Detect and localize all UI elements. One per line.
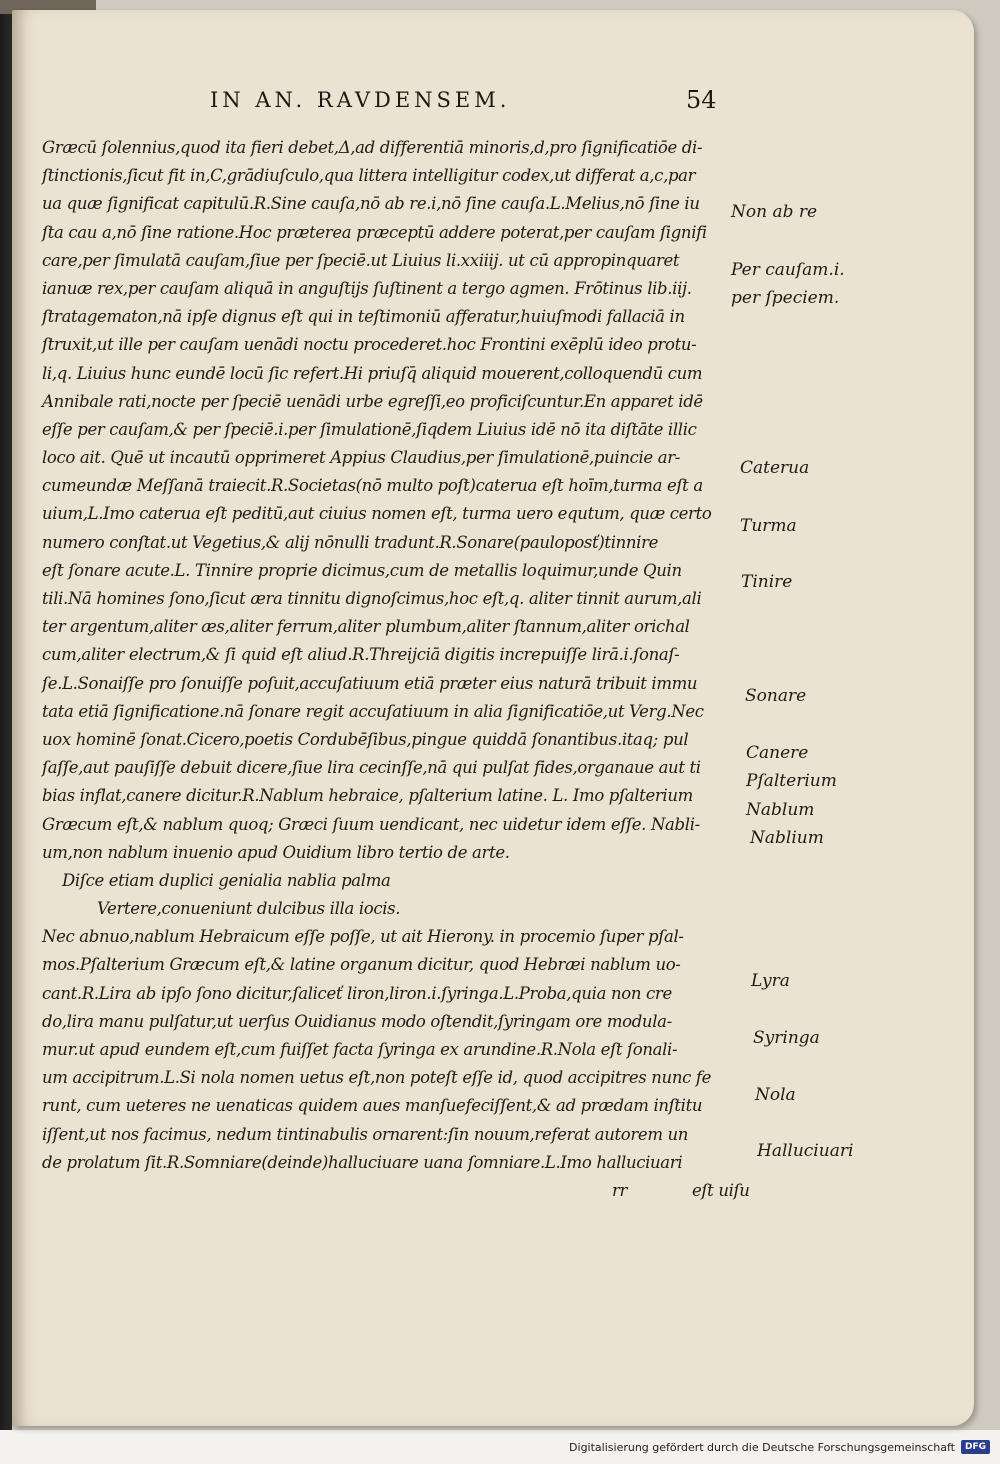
- text-line: ter argentum,aliter æs,aliter ferrum,aliter plumbum,aliter ſtannum,aliter orichal: [42, 617, 690, 637]
- text-line: ſta cau a,nō ſine ratione.Hoc præterea præceptū addere poterat,per cauſam ſignifi: [42, 222, 707, 242]
- marginal-note-turma: Turma: [740, 516, 797, 536]
- text-line: ua quæ ſignificat capitulū.R.Sine cauſa,nō ab re.i,nō ſine cauſa.L.Melius,nō ſine iu: [42, 194, 700, 214]
- text-line: cumeundæ Meſſanā traiecit.R.Societas(nō multo poſt)caterua eſt hoīm,turma eſt a: [42, 476, 703, 496]
- marginal-note-hallucinari: Halluciuari: [757, 1141, 854, 1161]
- text-line: Nec abnuo,nablum Hebraicum eſſe poſſe, ut ait Hierony. in procemio ſuper pſal-: [42, 927, 684, 947]
- text-line: do,lira manu pulſatur,ut uerſus Ouidianus modo oſtendit,ſyringam ore modula-: [42, 1011, 672, 1031]
- main-text-block: [42, 134, 750, 1205]
- text-line: um accipitrum.L.Si nola nomen uetus eſt,non poteſt eſſe id, quod accipitres nunc fe: [42, 1068, 712, 1088]
- text-line: loco ait. Quē ut incautū opprimeret Appius Claudius,per ſimulationē,puincie ar-: [42, 448, 680, 468]
- text-line: ſtinctionis,ſicut fit in,C,grādiuſculo,qua littera intelligitur codex,ut differat a,c,par: [42, 166, 696, 186]
- verse-line: Vertere,conueniunt dulcibus illa iocis.: [97, 899, 401, 919]
- marginal-note-non-ab-re: Non ab re: [731, 202, 818, 222]
- text-line: mos.Pſalterium Græcum eſt,& latine organum dicitur, quod Hebræi nablum uo-: [42, 955, 681, 975]
- text-line: tili.Nā homines ſono,ſicut æra tinnitu dignoſcimus,hoc eſt,q. aliter tinnit aurum,ali: [42, 589, 702, 608]
- text-line: ſtratagematon,nā ipſe dignus eſt qui in teſtimoniū afferatur,huiuſmodi fallaciā in: [42, 307, 685, 327]
- text-line: cum,aliter electrum,& ſi quid eſt aliud.R.Threijciā digitis increpuiſſe lirā.i.ſonaſ-: [42, 645, 680, 665]
- text-line: care,per ſimulatā cauſam,ſiue per ſpeciē.ut Liuius li.xxiiij. ut cū appropinquaret: [42, 250, 680, 270]
- marginal-note-nablum: Nablum: [746, 800, 815, 820]
- page-number: 54: [686, 86, 717, 114]
- marginal-note-caterua: Caterua: [740, 458, 810, 478]
- text-line: li,q. Liuius hunc eundē locū ſic refert.Hi priuſq̄ aliquid mouerent,colloquendū cum: [42, 363, 703, 383]
- catchword-tail: eſt uiſu: [691, 1180, 750, 1200]
- marginal-note-canere: Canere: [746, 743, 809, 763]
- text-line: de prolatum ſit.R.Somniare(deinde)halluciuare uana ſomniare.L.Imo halluciuari: [42, 1152, 683, 1172]
- marginal-note-nola: Nola: [755, 1085, 796, 1105]
- text-line: Græcū ſolennius,quod ita fieri debet,Δ,ad differentiā minoris,d,pro ſignificatiōe di-: [42, 138, 703, 157]
- page-header: [0, 88, 1000, 118]
- text-line: um,non nablum inuenio apud Ouidium libro tertio de arte.: [42, 842, 510, 862]
- text-line: ſaſſe,aut pauſiſſe debuit dicere,ſiue lira cecinſſe,nā qui pulſat fides,organaue aut ti: [42, 758, 701, 778]
- text-line: tata etiā ſignificatione.nā ſonare regit accuſatiuum in alia ſignificatiōe,ut Verg.Nec: [42, 701, 704, 721]
- text-line: uox hominē ſonat.Cicero,poetis Cordubēſibus,pingue quiddā ſonantibus.itaq; pul: [42, 729, 689, 749]
- marginal-note-sonare: Sonare: [745, 686, 807, 706]
- catchword-line: [42, 1177, 750, 1205]
- text-line: Annibale rati,nocte per ſpeciē uenādi urbe egreſſi,eo proficiſcuntur.En apparet idē: [42, 391, 703, 411]
- marginal-note-per-causam: Per cauſam.i.: [731, 260, 845, 280]
- text-line: uium,L.Imo caterua eſt peditū,aut ciuius nomen eſt, turma uero equtum, quæ certo: [42, 504, 712, 524]
- marginal-note-per-speciem: per ſpeciem.: [731, 288, 840, 308]
- text-line: runt, cum ueteres ne uenaticas quidem aues manſuefeciſſent,& ad prædam inſtitu: [42, 1096, 703, 1116]
- text-line: cant.R.Lira ab ipſo ſono dicitur,ſaliceť liron,liron.i.ſyringa.L.Proba,quia non cre: [42, 983, 672, 1003]
- catchword: rr: [612, 1180, 628, 1200]
- text-line: eſſe per cauſam,& per ſpeciē.i.per ſimulationē,ſiqdem Liuius idē nō ita diſtāte illic: [42, 419, 697, 439]
- text-line: ſtruxit,ut ille per cauſam uenādi noctu procederet.hoc Frontini exēplū ideo protu-: [42, 335, 697, 355]
- credit-text: Digitalisierung gefördert durch die Deutsche Forschungsgemeinschaft: [569, 1440, 955, 1454]
- digitization-credit: [569, 1440, 990, 1454]
- text-line: ianuæ rex,per cauſam aliquā in anguſtijs ſuſtinent a tergo agmen. Frōtinus lib.iij.: [42, 278, 692, 298]
- dfg-logo: DFG: [961, 1440, 990, 1454]
- marginal-note-lyra: Lyra: [751, 971, 790, 991]
- text-line: iſſent,ut nos facimus, nedum tintinabulis ornarent:ſin nouum,referat autorem un: [42, 1124, 689, 1144]
- marginal-note-tinire: Tinire: [741, 572, 793, 592]
- text-line: Græcum eſt,& nablum quoq; Græci ſuum uendicant, nec uidetur idem eſſe. Nabli-: [42, 814, 700, 834]
- verse-line: Diſce etiam duplici genialia nablia palma: [62, 870, 391, 890]
- running-head: IN AN. RAVDENSEM.: [210, 88, 511, 112]
- book-edge-shadow: [0, 0, 12, 1430]
- text-line: eſt ſonare acute.L. Tinnire proprie dicimus,cum de metallis loquimur,unde Quin: [42, 560, 682, 580]
- text-line: ſe.L.Sonaiſſe pro ſonuiſſe poſuit,accuſatiuum etiā præter eius naturā tribuit immu: [42, 673, 698, 693]
- marginal-note-nablium: Nablium: [750, 828, 824, 848]
- text-line: mur.ut apud eundem eſt,cum fuiſſet facta ſyringa ex arundine.R.Nola eſt ſonali-: [42, 1040, 678, 1059]
- marginal-note-syringa: Syringa: [753, 1028, 820, 1048]
- marginal-note-psalterium: Pſalterium: [746, 771, 837, 791]
- text-line: numero conſtat.ut Vegetius,& alij nōnulli tradunt.R.Sonare(pauloposť)tinnire: [42, 532, 659, 552]
- text-line: bias inflat,canere dicitur.R.Nablum hebraice, pſalterium latine. L. Imo pſalterium: [42, 786, 693, 806]
